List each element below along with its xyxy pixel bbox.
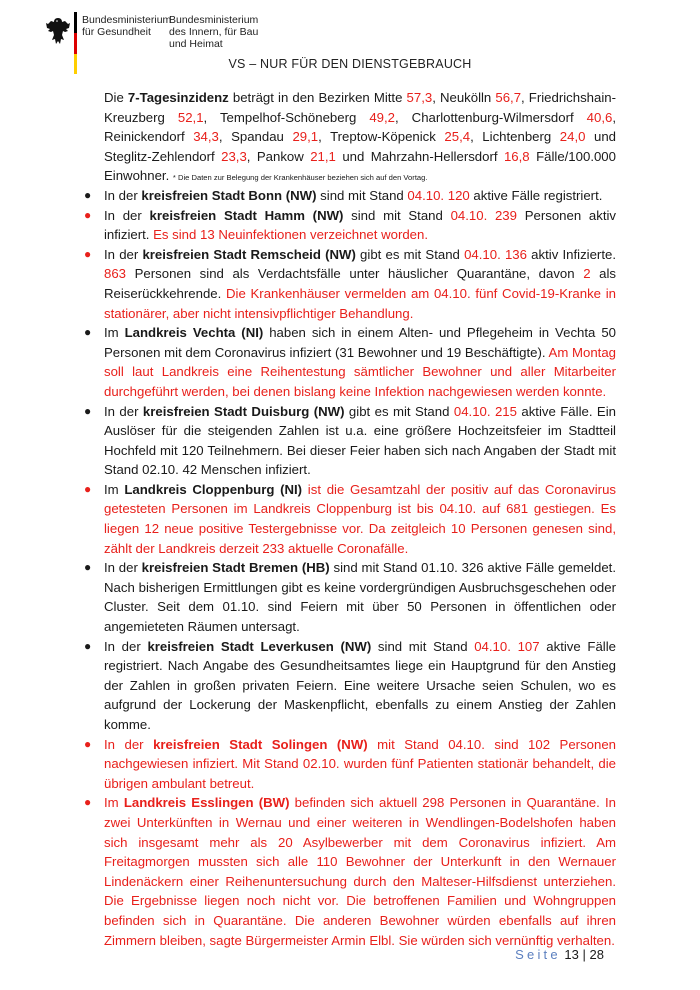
text-run: , Pankow [246, 148, 311, 164]
list-item [82, 402, 616, 480]
text-run: gibt es mit Stand [344, 403, 454, 419]
highlight-text: 24,0 [559, 129, 586, 145]
text-run: , Tempelhof-Schöneberg [203, 109, 370, 125]
text-run: , Charlottenburg-Wilmersdorf [395, 109, 587, 125]
list-item [82, 735, 616, 794]
bullet-icon: ● [84, 736, 92, 751]
bold-text: kreisfreien Stadt Duisburg (NW) [142, 403, 345, 419]
highlight-text: 52,1 [177, 109, 204, 125]
text-run: sind mit Stand [371, 638, 475, 654]
text-run: gibt es mit Stand [355, 246, 465, 262]
highlight-text: 40,6 [586, 109, 613, 125]
bold-text: kreisfreien Stadt Bonn (NW) [141, 187, 317, 203]
list-item [82, 558, 616, 636]
highlight-text: 23,3 [221, 148, 247, 164]
text-run: aktiv Infizierte. [526, 246, 616, 262]
list-item [82, 323, 616, 401]
text-run: aktive Fälle registriert. Nach Angabe des Gesundheitsamtes liege ein Hauptgrund für den Anstieg der Zahlen in großen privaten Feiern. Eine weitere Ursache seien Schulen, wo es aufgrund der Lockerung der Maskenpflicht, ebenfalls zu einem Anstieg der Zahlen komme. [104, 638, 616, 732]
highlight-text: Die Krankenhäuser vermelden am 04.10. fünf Covid-19-Kranke in stationärer, aber nicht intensivpflichtiger Behandlung. [104, 285, 616, 321]
bold-text: Landkreis Cloppenburg (NI) [124, 481, 303, 497]
list-item [82, 206, 616, 245]
highlight-text: 04.10. 215 [453, 403, 517, 419]
text-run: Die [104, 90, 128, 105]
bullet-icon: ● [84, 187, 92, 202]
bullet-icon: ● [84, 325, 92, 340]
text-run: In der [104, 403, 143, 419]
bullet-icon: ● [84, 403, 92, 418]
text-run: Im [104, 481, 125, 497]
page-footer [515, 947, 604, 962]
text-run: , Friedrichshain-Kreuzberg [104, 90, 616, 125]
list-item [82, 793, 616, 950]
bold-text: kreisfreien Stadt Remscheid (NW) [142, 246, 356, 262]
bullet-icon: ● [84, 207, 92, 222]
highlight-text: 04.10. 107 [474, 638, 540, 654]
federal-eagle-icon [44, 16, 72, 46]
text-run: In der [104, 560, 142, 576]
text-run: Im [104, 325, 125, 341]
text-run: In der [104, 207, 150, 223]
text-run: , Lichtenberg [470, 129, 560, 145]
highlight-text: 25,4 [444, 129, 471, 145]
incidence-paragraph [82, 88, 616, 186]
highlight-text: 57,3 [406, 90, 433, 105]
highlight-text: 21,1 [310, 148, 336, 164]
highlight-text: Es sind 13 Neuinfektionen verzeichnet worden. [153, 227, 429, 243]
highlight-text: 2 [583, 266, 591, 282]
classification-label: VS – NUR FÜR DEN DIENSTGEBRAUCH [228, 57, 472, 71]
list-item [82, 480, 616, 558]
highlight-text: 56,7 [495, 90, 522, 105]
highlight-text: befinden sich aktuell 298 Personen in Quarantäne. In zwei Unterkünften in Wernau und einer weiteren in Wendlingen-Bodelshofen haben sich insgesamt mehr als 20 Asylbewerber mit dem Coronavirus infiziert. Am Freitagmorgen mussten sich alle 110 Bewohner der Unterkunft in den Wernauer Lindenäckern einer Reihenuntersuchung durch den Malteser-Hilfsdienst unterziehen. Die Ergebnisse liegen noch nicht vor. Die betroffenen Familien und Wohngruppen befinden sich in Quarantäne. Die anderen Bewohner würden ebenfalls auf ihren Zimmern bleiben, sagte Bürgermeister Armin Elbl. Sie würden sich vernünftig verhalten. [104, 795, 616, 948]
page-separator: | [582, 947, 586, 962]
bold-text: kreisfreien Stadt Solingen (NW) [153, 736, 368, 752]
highlight-text: 04.10. 136 [464, 246, 527, 262]
text-run: In der [104, 246, 143, 262]
highlight-text: 16,8 [503, 148, 530, 164]
text-run: sind mit Stand [316, 187, 408, 203]
highlight-text: ist die Gesamtzahl der positiv auf das Coronavirus getesteten Personen im Landkreis Cloppenburg ist bis 04.10. auf 681 gestiegen. Es liegen 12 neue positive Testergebnisse vor. Da zeitgleich 10 Personen genesen sind, zählt der Landkreis derzeit 233 aktuelle Coronafälle. [104, 481, 616, 556]
text-run: , Neukölln [432, 90, 496, 105]
bullet-icon: ● [84, 481, 92, 496]
highlight-text: Im [104, 795, 124, 811]
text-run: In der [104, 638, 148, 654]
list-item [82, 637, 616, 735]
highlight-text: 863 [104, 266, 127, 282]
ministry-interior-label: Bundesministerium des Innern, für Bau und Heimat [169, 14, 259, 50]
text-run: haben sich in einem Alten- und Pflegeheim in Vechta 50 Personen mit dem Coronavirus infiziert (31 Bewohner und 19 Beschäftigte). [104, 325, 616, 360]
text-run: und Mahrzahn-Hellersdorf [335, 148, 504, 164]
text-run: Personen sind als Verdachtsfälle unter häuslicher Quarantäne, davon [126, 266, 584, 282]
bold-text: Landkreis Esslingen (BW) [123, 795, 290, 811]
text-run: * Die Daten zur Belegung der Krankenhäuser beziehen sich auf den Vortag. [172, 173, 428, 183]
highlight-text: 29,1 [292, 129, 319, 145]
text-run: , Spandau [218, 129, 293, 145]
bullet-icon: ● [84, 795, 92, 810]
bold-text: kreisfreien Stadt Hamm (NW) [149, 207, 344, 223]
highlight-text: 49,2 [369, 109, 395, 125]
text-run: Fälle/100.000 Einwohner. [104, 148, 616, 184]
bold-text: kreisfreien Stadt Bremen (HB) [141, 560, 330, 576]
bold-text: kreisfreien Stadt Leverkusen (NW) [147, 638, 372, 654]
text-run: aktive Fälle registriert. [469, 187, 603, 203]
bullet-icon: ● [84, 638, 92, 653]
bullet-icon: ● [84, 246, 92, 261]
report-body [82, 88, 616, 950]
text-run: als Reiserückkehrende. [104, 266, 616, 301]
highlight-text: Am Montag soll laut Landkreis eine Reihentestung sämtlicher Bewohner und aller Mitarbeiter durchgeführt werden, bei denen bislang keine Infektion nachgewiesen werden konnte. [104, 344, 616, 399]
highlight-text: 04.10. 239 [450, 207, 517, 223]
ministry-health-label: Bundesministerium für Gesundheit [82, 14, 172, 38]
region-list [82, 186, 616, 950]
text-run: In der [104, 187, 142, 203]
bold-text: Landkreis Vechta (NI) [124, 325, 264, 341]
highlight-text: 34,3 [193, 129, 219, 145]
highlight-text: mit Stand 04.10. sind 102 Personen nachgewiesen infiziert. Mit Stand 02.10. wurden fünf Patienten stationär behandelt, die übrigen ambulant betreut. [104, 736, 617, 791]
bold-text: 7-Tagesinzidenz [127, 90, 229, 105]
page-total: 28 [589, 947, 604, 962]
page-label: Seite [515, 947, 561, 962]
page-number: 13 [564, 947, 579, 962]
text-run: beträgt in den Bezirken Mitte [228, 90, 407, 105]
text-run: , Reinickendorf [104, 109, 616, 145]
text-run: und Steglitz-Zehlendorf [104, 129, 617, 164]
highlight-text: In der [104, 736, 154, 752]
bullet-icon: ● [84, 560, 92, 575]
text-run: Personen aktiv infiziert. [104, 207, 617, 243]
text-run: sind mit Stand 01.10. 326 aktive Fälle gemeldet. Nach bisherigen Ermittlungen gibt es keine vordergründigen Ausbruchsgeschehen oder Cluster. Seit dem 01.10. sind Feiern mit über 50 Personen in öffentlichen oder angemieteten Räumen untersagt. [104, 560, 616, 635]
highlight-text: 04.10. 120 [407, 187, 470, 203]
text-run: , Treptow-Köpenick [318, 129, 445, 145]
list-item [82, 245, 616, 323]
text-run: aktive Fälle. Ein Auslöser für die steigenden Zahlen ist u.a. eine größere Hochzeitsfeier im Stadtteil Hochfeld mit 120 Teilnehmern. Bei dieser Feier haben sich nach Angaben der Stadt mit Stand 02.10. 42 Menschen infiziert. [104, 403, 616, 478]
text-run: sind mit Stand [343, 207, 451, 223]
list-item [82, 186, 616, 206]
